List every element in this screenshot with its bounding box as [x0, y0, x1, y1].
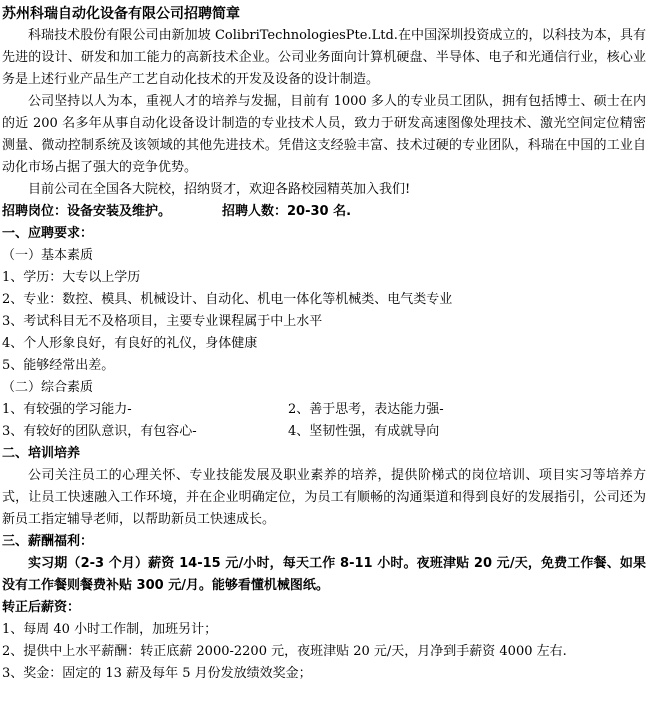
- comprehensive-row: [2, 399, 646, 421]
- intro-paragraph: 科瑞技术股份有限公司由新加坡 ColibriTechnologiesPte.Ltd.在中国深圳投资成立的，以科技为本，具有先进的设计、研发和加工能力的高新技术企业。公司业务面向计算机硬盘、半导体、电子和光通信行业，核心业务是上述行业产品生产工艺自动化技术的开发及设备的设计制造。: [2, 28, 646, 87]
- section2-heading: 二、培训培养: [2, 446, 81, 461]
- training-section: [2, 465, 646, 531]
- regular-salary-heading: 转正后薪资：: [2, 600, 81, 615]
- list-item: 4、个人形象良好，有良好的礼仪，身体健康: [2, 336, 258, 351]
- post-position: 招聘岗位：设备安装及维护。: [2, 204, 172, 219]
- list-item: 3、有较好的团队意识，有包容心-: [2, 424, 197, 439]
- list-item: 2、专业：数控、模具、机械设计、自动化、机电一体化等机械类、电气类专业: [2, 292, 453, 307]
- list-item: 1、有较强的学习能力-: [2, 402, 132, 417]
- intro-paragraph: 目前公司在全国各大院校，招纳贤才，欢迎各路校园精英加入我们!: [28, 182, 411, 197]
- post-info: [2, 201, 646, 223]
- post-count: 招聘人数：20-30 名.: [222, 204, 352, 219]
- document-title: 苏州科瑞自动化设备有限公司招聘简章: [2, 6, 240, 22]
- comprehensive-heading: （二）综合素质: [2, 380, 94, 395]
- section1-heading: 一、应聘要求：: [2, 226, 94, 241]
- list-item: 5、能够经常出差。: [2, 358, 115, 373]
- list-item: 2、善于思考，表达能力强-: [288, 402, 444, 417]
- training-paragraph: 公司关注员工的心理关怀、专业技能发展及职业素养的培养，提供阶梯式的岗位培训、项目实习等培养方式，让员工快速融入工作环境，并在企业明确定位，为员工有顺畅的沟通渠道和得到良好的发展指引，公司还为新员工指定辅导老师，以帮助新员工快速成长。: [2, 468, 646, 527]
- list-item: 4、坚韧性强，有成就导向: [288, 424, 440, 439]
- list-item: 1、每周 40 小时工作制，加班另计；: [2, 622, 218, 637]
- section3-heading: 三、薪酬福利：: [2, 534, 94, 549]
- list-item: 3、奖金：固定的 13 薪及每年 5 月份发放绩效奖金；: [2, 666, 312, 681]
- comprehensive-row: [2, 421, 646, 443]
- basic-heading: （一）基本素质: [2, 248, 94, 263]
- internship-paragraph: 实习期（2-3 个月）薪资 14-15 元/小时，每天工作 8-11 小时。夜班津贴 20 元/天，免费工作餐、如果没有工作餐则餐费补贴 300 元/月。能够看懂机械图纸。: [2, 556, 646, 593]
- intro-paragraph: 公司坚持以人为本，重视人才的培养与发掘，目前有 1000 多人的专业员工团队，拥有包括博士、硕士在内的近 200 名多年从事自动化设备设计制造的专业技术人员，致力于研发高速图像处理技术、激光空间定位精密测量、微动控制系统及该领域的其他先进技术。凭借这支经验丰富、技术过硬的专业团队，科瑞在中国的工业自动化市场占据了强大的竞争优势。: [2, 94, 646, 175]
- list-item: 2、提供中上水平薪酬：转正底薪 2000-2200 元，夜班津贴 20 元/天，月净到手薪资 4000 左右.: [2, 644, 567, 659]
- intro-section: [2, 25, 646, 201]
- list-item: 3、考试科目无不及格项目，主要专业课程属于中上水平: [2, 314, 323, 329]
- list-item: 1、学历：大专以上学历: [2, 270, 141, 285]
